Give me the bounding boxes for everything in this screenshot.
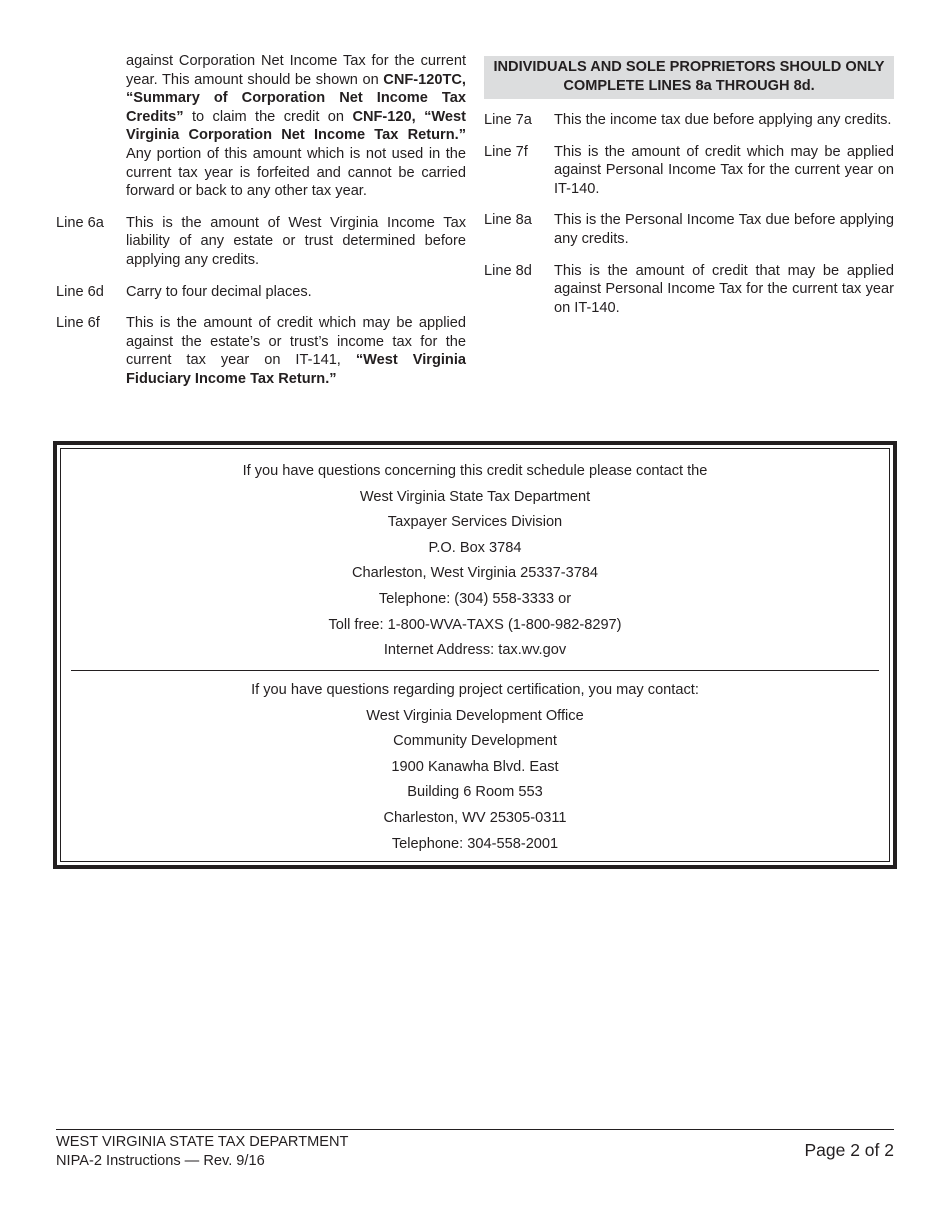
building-room: Building 6 Room 553 [407, 784, 543, 801]
division-name: Community Development [393, 733, 557, 750]
individuals-notice-banner: INDIVIDUALS AND SOLE PROPRIETORS SHOULD ONLY COMPLETE LINES 8a THROUGH 8d. [484, 56, 894, 99]
development-office-contact [71, 678, 879, 857]
line-7f-entry [484, 143, 894, 199]
contact-intro: If you have questions regarding project certification, you may contact: [251, 682, 699, 698]
page-number: Page 2 of 2 [804, 1140, 894, 1160]
line-label: Line 6f [56, 315, 100, 332]
agency-name: West Virginia State Tax Department [359, 488, 591, 505]
right-column [484, 56, 894, 317]
line-label: Line 8a [484, 212, 532, 229]
credit-continuation-paragraph: against Corporation Net Income Tax for the current year. This amount should be shown on CNF-120TC, “Summary of Corporation Net Income Tax Credits” to claim the credit on CNF-120, “West Virginia Corporation Net Income Tax Return.” Any portion of this amount which is not used in the current tax year is forfeited and cannot be carried forward or back to any other tax year. [126, 53, 466, 200]
line-label: Line 7a [484, 112, 532, 128]
line-description: This is the amount of credit which may be applied against the estate’s or trust’s income tax for the current tax year on IT-141, “West Virginia Fiduciary Income Tax Return.” [126, 315, 466, 387]
line-6a-entry [56, 214, 466, 270]
city-state-zip: Charleston, West Virginia 25337-3784 [351, 565, 599, 582]
line-description: Carry to four decimal places. [126, 283, 312, 300]
form-reference-it-141: “West Virginia Fiduciary Income Tax Return.” [126, 352, 466, 387]
line-description: This the income tax due before applying any credits. [554, 112, 892, 128]
footer-form-revision: NIPA-2 Instructions — Rev. 9/16 [56, 1153, 265, 1169]
telephone: Telephone: 304-558-2001 [391, 835, 559, 852]
tax-department-contact [71, 459, 879, 664]
line-8a-entry [484, 211, 894, 248]
line-6f-entry [56, 314, 466, 388]
line-description: This is the amount of credit that may be applied against Personal Income Tax for the current tax year on IT-140. [554, 262, 894, 316]
left-column [56, 52, 466, 389]
division-name: Taxpayer Services Division [387, 514, 563, 531]
office-name: West Virginia Development Office [366, 707, 584, 724]
line-7a-entry [484, 111, 894, 130]
footer-rule [56, 1129, 894, 1130]
contact-intro: If you have questions concerning this credit schedule please contact the [242, 463, 708, 479]
line-description: This is the amount of West Virginia Income Tax liability of any estate or trust determined before applying any credits. [126, 214, 466, 268]
internet-address: Internet Address: tax.wv.gov [383, 642, 567, 659]
line-6d-entry [56, 283, 466, 302]
line-label: Line 6d [56, 283, 104, 300]
line-description: This is the Personal Income Tax due before applying any credits. [554, 212, 894, 247]
line-label: Line 7f [484, 143, 528, 160]
line-label: Line 8d [484, 262, 532, 279]
telephone: Telephone: (304) 558-3333 or [378, 590, 572, 607]
form-reference-cnf-120: CNF-120, “West Virginia Corporation Net Income Tax Return.” [126, 108, 466, 144]
footer-left [56, 1133, 348, 1171]
city-state-zip: Charleston, WV 25305-0311 [383, 809, 567, 826]
contact-divider [71, 670, 879, 671]
footer-agency: WEST VIRGINIA STATE TAX DEPARTMENT [56, 1134, 349, 1150]
po-box: P.O. Box 3784 [428, 539, 522, 556]
contact-box-inner-border [60, 448, 890, 862]
line-label: Line 6a [56, 214, 104, 231]
street-address: 1900 Kanawha Blvd. East [391, 758, 559, 775]
form-reference-cnf-120tc: CNF-120TC, “Summary of Corporation Net Income Tax Credits” [126, 71, 466, 125]
line-8d-entry [484, 262, 894, 318]
contact-information-box [53, 441, 897, 869]
toll-free-number: Toll free: 1-800-WVA-TAXS (1-800-982-8297) [328, 616, 622, 633]
line-description: This is the amount of credit which may be applied against Personal Income Tax for the current year on IT-140. [554, 143, 894, 197]
